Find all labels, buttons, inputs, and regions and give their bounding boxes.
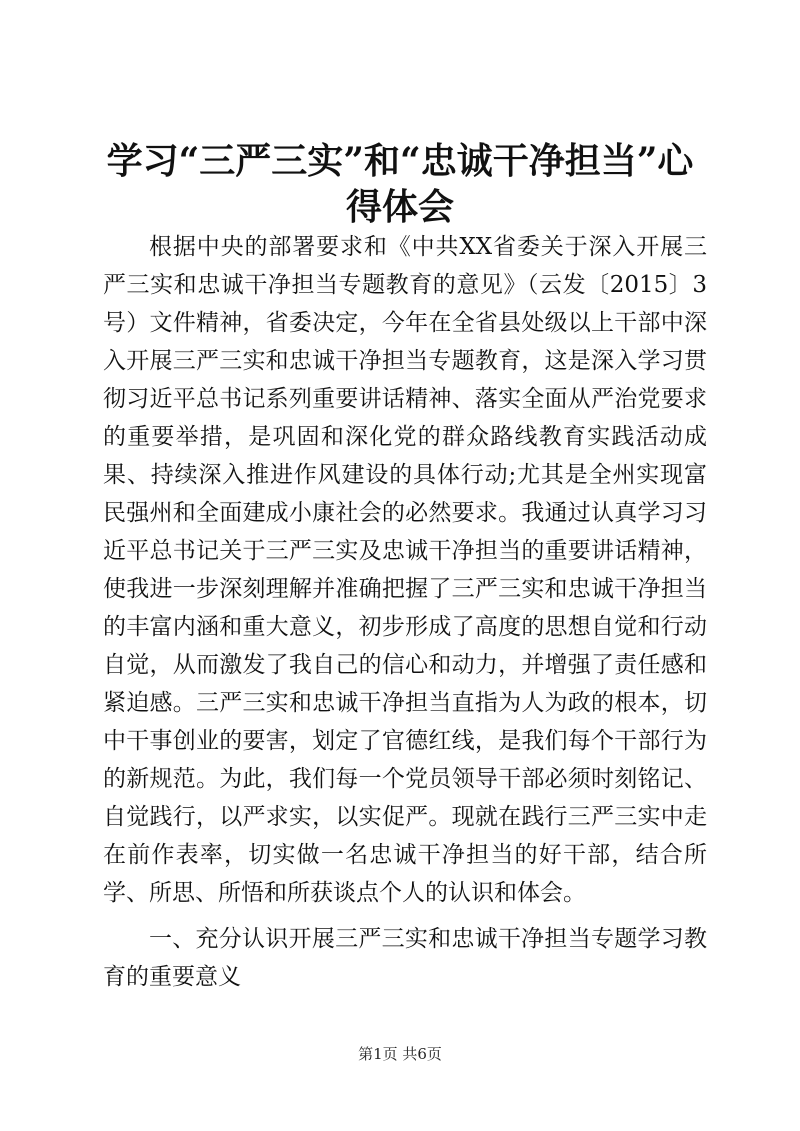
section-heading-1: 一、充分认识开展三严三实和忠诚干净担当专题学习教育的重要意义 xyxy=(103,926,707,990)
document-title: 学习“三严三实”和“忠诚干净担当”心得体会 xyxy=(106,140,694,228)
body-paragraph-intro: 根据中央的部署要求和《中共XX省委关于深入开展三严三实和忠诚干净担当专题教育的意见》（云发〔2015〕3号）文件精神，省委决定，今年在全省县处级以上干部中深入开展三严三实和忠诚干净担当专题教育，这是深入学习贯彻习近平总书记系列重要讲话精神、落实全面从严治党要求的重要举措，是巩固和深化党的群众路线教育实践活动成果、持续深入推进作风建设的具体行动;尤其是全州实现富民强州和全面建成小康社会的必然要求。我通过认真学习习近平总书记关于三严三实及忠诚干净担当的重要讲话精神，使我进一步深刻理解并准确把握了三严三实和忠诚干净担当的丰富内涵和重大意义，初步形成了高度的思想自觉和行动自觉，从而激发了我自己的信心和动力，并增强了责任感和紧迫感。三严三实和忠诚干净担当直指为人为政的根本，切中干事创业的要害，划定了官德红线，是我们每个干部行为的新规范。为此，我们每一个党员领导干部必须时刻铭记、自觉践行，以严求实，以实促严。现就在践行三严三实中走在前作表率，切实做一名忠诚干净担当的好干部，结合所学、所思、所悟和所获谈点个人的认识和体会。 xyxy=(103,234,707,906)
document-body xyxy=(103,228,707,996)
page-number-footer: 第1页 共6页 xyxy=(358,1045,442,1063)
